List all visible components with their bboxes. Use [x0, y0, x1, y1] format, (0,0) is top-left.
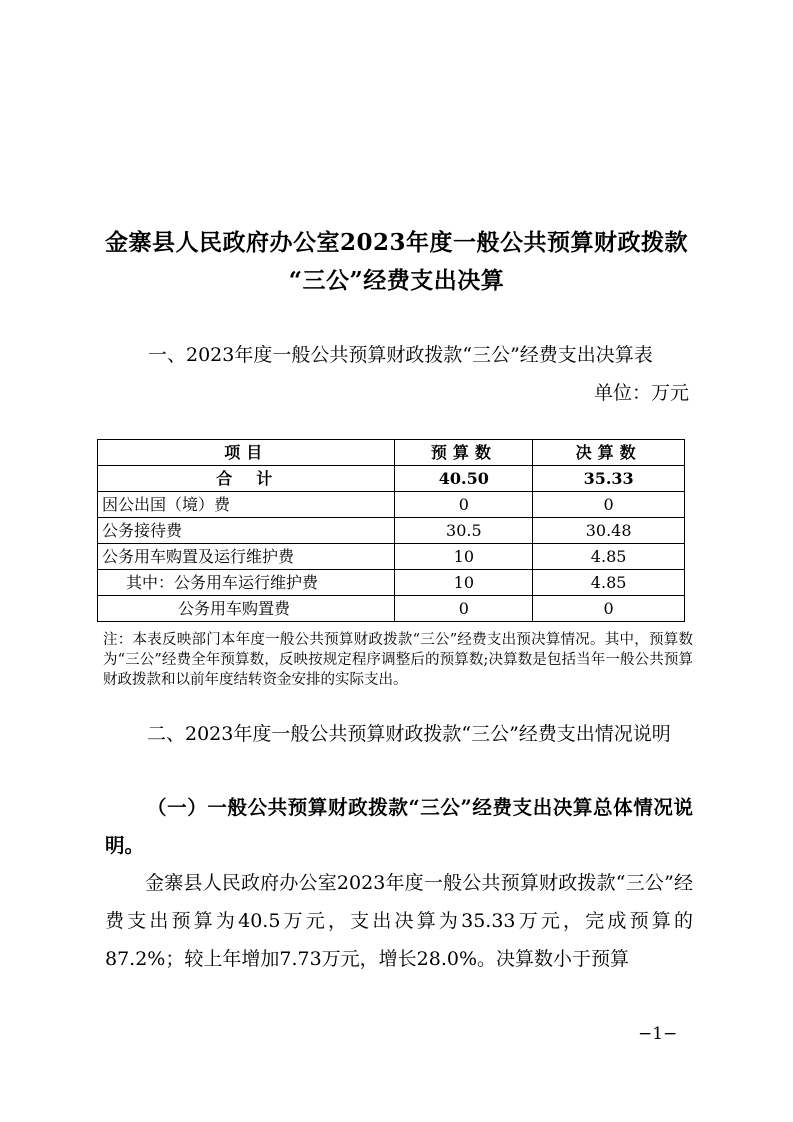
row-budget: 0	[395, 492, 533, 518]
row-actual: 35.33	[533, 466, 685, 492]
row-label: 其中：公务用车运行维护费	[98, 570, 395, 596]
row-actual: 0	[533, 596, 685, 622]
row-actual: 30.48	[533, 518, 685, 544]
row-label: 公务用车购置费	[98, 596, 395, 622]
row-label: 因公出国（境）费	[98, 492, 395, 518]
document-title-line-2: “三公”经费支出决算	[288, 267, 505, 294]
row-budget: 10	[395, 570, 533, 596]
row-budget: 10	[395, 544, 533, 570]
subsection1-heading: （一）一般公共预算财政拨款“三公”经费支出决算总体情况说明。	[105, 796, 693, 857]
row-actual: 4.85	[533, 570, 685, 596]
row-label: 公务用车购置及运行维护费	[98, 544, 395, 570]
header-budget: 预算数	[395, 440, 533, 466]
row-label: 公务接待费	[98, 518, 395, 544]
header-actual: 决算数	[533, 440, 685, 466]
table-row	[98, 518, 685, 544]
budget-table	[97, 439, 685, 622]
row-actual: 4.85	[533, 544, 685, 570]
table-note: 注：本表反映部门本年度一般公共预算财政拨款“三公”经费支出预决算情况。其中，预算数为“三公”经费全年预算数，反映按规定程序调整后的预算数;决算数是包括当年一般公共预算财政拨款和以前年度结转资金安排的实际支出。	[103, 632, 693, 688]
table-row	[98, 492, 685, 518]
row-actual: 0	[533, 492, 685, 518]
header-item: 项目	[98, 440, 395, 466]
row-budget: 30.5	[395, 518, 533, 544]
row-budget: 0	[395, 596, 533, 622]
section2-heading: 二、2023年度一般公共预算财政拨款“三公”经费支出情况说明	[147, 723, 671, 745]
table-row	[98, 596, 685, 622]
row-label: 合 计	[98, 466, 395, 492]
unit-label: 单位：万元	[593, 382, 689, 404]
section1-heading: 一、2023年度一般公共预算财政拨款“三公”经费支出决算表	[148, 344, 653, 366]
row-budget: 40.50	[395, 466, 533, 492]
table-header-row	[98, 440, 685, 466]
document-title-line-1: 金寨县人民政府办公室2023年度一般公共预算财政拨款	[104, 229, 688, 256]
table-row-total	[98, 466, 685, 492]
table-row	[98, 544, 685, 570]
table-row	[98, 570, 685, 596]
page-number: −1−	[638, 1024, 678, 1044]
body-paragraph: 金寨县人民政府办公室2023年度一般公共预算财政拨款“三公”经费支出预算为40.5万元，支出决算为35.33万元，完成预算的87.2%；较上年增加7.73万元，增长28.0%。决算数小于预算	[105, 872, 693, 970]
